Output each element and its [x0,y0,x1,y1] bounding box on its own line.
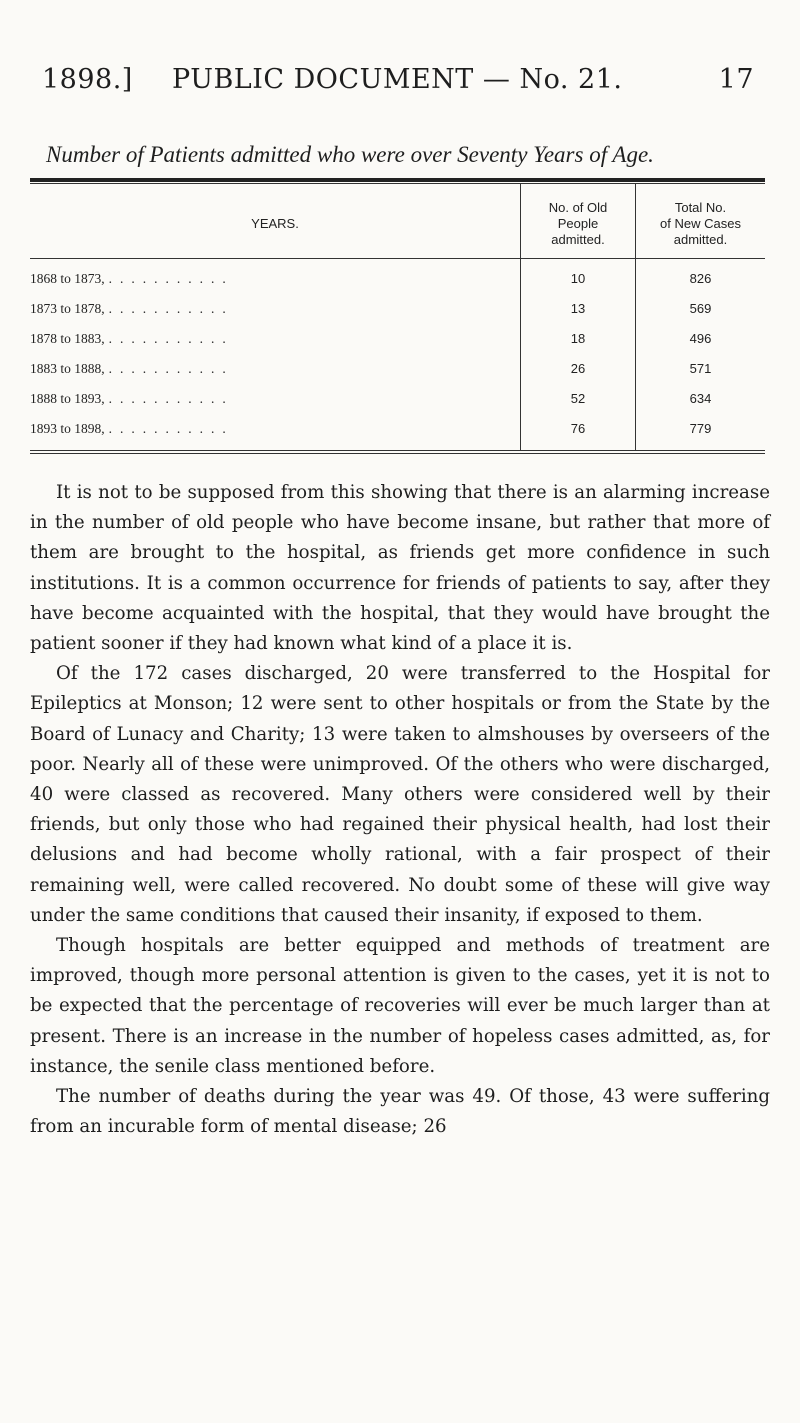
header-rule [30,258,765,259]
header-total-line: of New Cases [660,216,741,231]
row-old-people: 18 [570,331,586,346]
header-old-people [521,200,635,248]
table-row [30,421,765,451]
header-total-line: Total No. [674,200,727,215]
row-old-people: 26 [570,361,586,376]
header-old-people-line: admitted. [551,232,605,247]
row-total: 826 [689,271,712,286]
row-years: 1873 to 1878, ........... [30,301,234,316]
table-top-rule-thin [30,183,765,184]
row-years: 1868 to 1873, ........... [30,271,234,286]
row-total: 779 [689,421,712,436]
row-years: 1878 to 1883, ........... [30,331,234,346]
header-total-line: admitted. [673,232,728,247]
table-row [30,271,765,301]
row-years: 1883 to 1888, ........... [30,361,234,376]
row-years: 1893 to 1898, ........... [30,421,234,436]
table-row [30,301,765,331]
header-old-people-line: People [557,216,599,231]
page-number: 17 [718,64,754,95]
table-row [30,331,765,361]
paragraph: The number of deaths during the year was 49. Of those, 43 were suffering from an incurable form of mental disease; 26 [30,1086,770,1138]
paragraph: Of the 172 cases discharged, 20 were transferred to the Hospital for Epileptics at Monson; 12 were sent to other hospitals or from the State by the Board of Lunacy and Charity; 13 were taken to almshouses by overseers of the poor. Nearly all of these were unimproved. Of the others who were discharged, 40 were classed as recovered. Many others were considered well by their friends, but only those who had regained their physical health, had lost their delusions and had become wholly rational, with a fair prospect of their remaining well, were called recovered. No doubt some of these will give way under the same conditions that caused their insanity, if exposed to them. [30,663,770,926]
header-old-people-line: No. of Old [548,200,608,215]
header-title: PUBLIC DOCUMENT — No. 21. [172,64,623,95]
row-old-people: 52 [570,391,586,406]
row-total: 571 [689,361,712,376]
row-total: 496 [689,331,712,346]
body-text [30,478,770,1142]
header-total [636,200,765,248]
paragraph: It is not to be supposed from this showing that there is an alarming increase in the number of old people who have become insane, but rather that more of them are brought to the hospital, as friends get more confidence in such institutions. It is a common occurrence for friends of patients to say, after they have become acquainted with the hospital, that they would have brought the patient sooner if they had known what kind of a place it is. [30,482,770,655]
row-old-people: 13 [570,301,586,316]
row-years: 1888 to 1893, ........... [30,391,234,406]
table-row [30,391,765,421]
page-header [42,64,754,114]
table-caption: Number of Patients admitted who were over Seventy Years of Age. [46,142,654,167]
header-year: 1898.] [42,64,133,95]
row-old-people: 76 [570,421,586,436]
header-years: YEARS. [251,216,299,231]
table-bottom-rule [30,450,765,451]
row-total: 634 [689,391,712,406]
row-total: 569 [689,301,712,316]
table-row [30,361,765,391]
row-old-people: 10 [570,271,586,286]
table-top-rule [30,178,765,182]
table-bottom-rule-double [30,453,765,454]
admissions-table [30,178,765,458]
paragraph: Though hospitals are better equipped and methods of treatment are improved, though more personal attention is given to the cases, yet it is not to be expected that the percentage of recoveries will ever be much larger than at present. There is an increase in the number of hopeless cases admitted, as, for instance, the senile class mentioned before. [30,935,770,1077]
